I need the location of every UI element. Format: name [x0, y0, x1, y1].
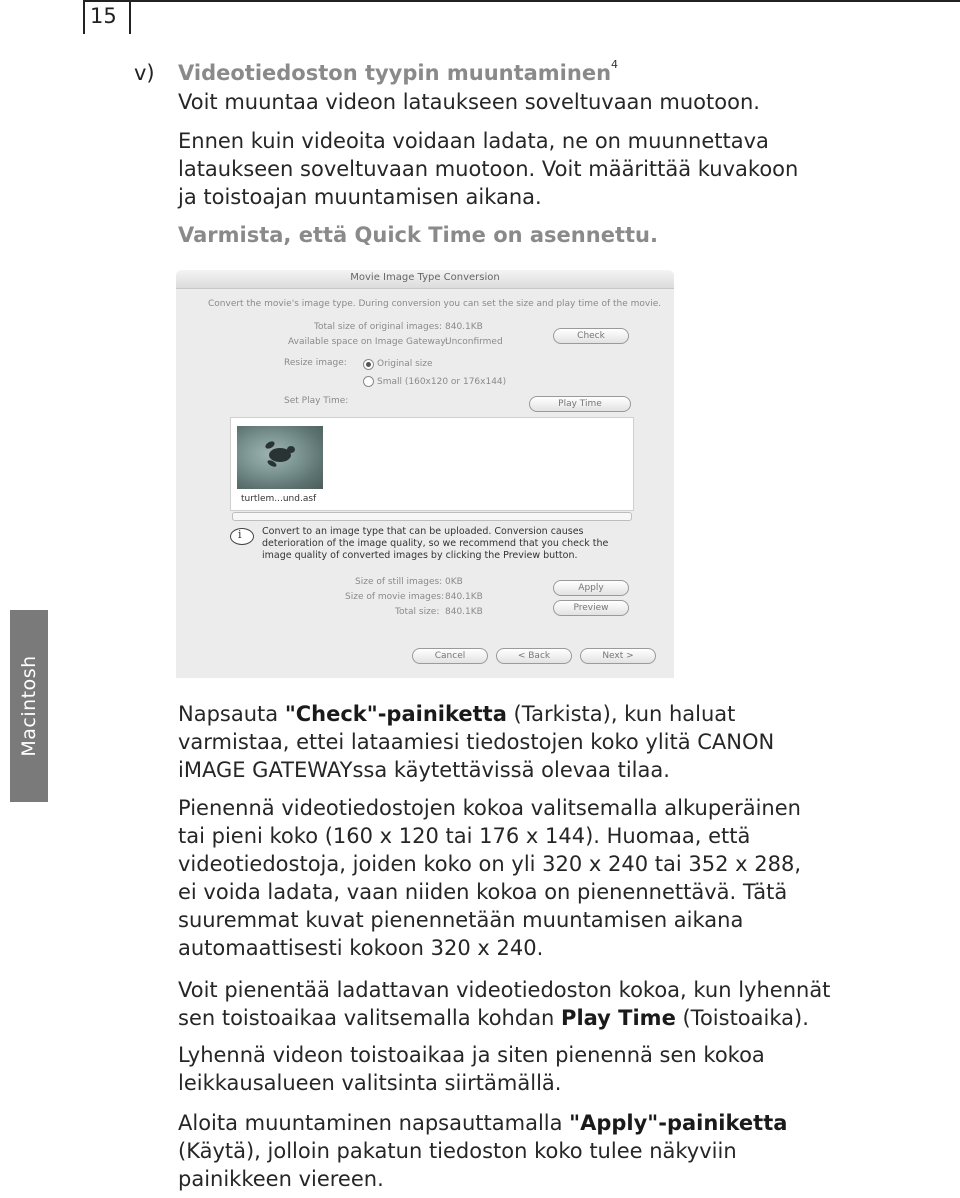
p2-line-6: automaattisesti kokoon 320 x 240.	[178, 936, 544, 960]
p1-bold: "Check"-painiketta	[284, 702, 507, 726]
intro-line-2: lataukseen soveltuvaan muotoon. Voit määrittää kuvakoon	[178, 157, 799, 181]
p3-pre: sen toistoaikaa valitsemalla kohdan	[178, 1006, 562, 1030]
total-size-label: Total size of original images:	[314, 322, 442, 332]
page-number: 15	[90, 4, 117, 28]
info-icon: i	[230, 528, 254, 545]
page-number-frame-top	[83, 0, 131, 2]
intro-note: Varmista, että Quick Time on asennettu.	[178, 223, 658, 247]
p2-line-3: videotiedostoja, joiden koko on yli 320 x 240 tai 352 x 288,	[178, 852, 802, 876]
radio-small-size[interactable]	[363, 376, 374, 387]
movie-size-label: Size of movie images:	[345, 592, 445, 602]
page-number-frame-right	[129, 0, 131, 34]
radio-original-size[interactable]	[363, 359, 374, 370]
p2-line-1: Pienennä videotiedostojen kokoa valitsemalla alkuperäinen	[178, 796, 801, 820]
p3-bold: Play Time	[561, 1006, 676, 1030]
section-side-tab	[10, 610, 48, 802]
heading-title: Videotiedoston tyypin muuntaminen	[178, 61, 612, 85]
section-marker: v)	[134, 61, 155, 85]
turtle-head	[287, 446, 295, 453]
total-size-value-2: 840.1KB	[445, 607, 483, 617]
apply-button[interactable]: Apply	[553, 580, 629, 596]
side-tab-label: Macintosh	[18, 655, 40, 757]
dialog-title: Movie Image Type Conversion	[350, 272, 500, 283]
p5-line-3: painikkeen viereen.	[178, 1167, 384, 1191]
info-line-1: Convert to an image type that can be uploaded. Conversion causes	[262, 526, 584, 537]
p4-line-1: Lyhennä videon toistoaikaa ja siten pienennä sen kokoa	[178, 1043, 765, 1067]
p5-bold: "Apply"-painiketta	[569, 1111, 788, 1135]
next-button[interactable]: Next >	[580, 648, 656, 664]
resize-label: Resize image:	[284, 358, 347, 368]
p1-line-2: varmistaa, ettei lataamiesi tiedostojen koko ylitä CANON	[178, 730, 775, 754]
total-size-value: 840.1KB	[445, 322, 483, 332]
p5-line-2: (Käytä), jolloin pakatun tiedoston koko tulee näkyviin	[178, 1139, 737, 1163]
file-name: turtlem...und.asf	[241, 494, 317, 504]
option-small-label: Small (160x120 or 176x144)	[377, 377, 507, 387]
p4-line-2: leikkausalueen valitsinta siirtämällä.	[178, 1071, 562, 1095]
info-message	[262, 526, 608, 562]
playtime-label: Set Play Time:	[284, 396, 349, 406]
p1-line-1	[178, 700, 735, 728]
still-size-value: 0KB	[445, 577, 463, 587]
available-space-value: Unconfirmed	[445, 337, 503, 347]
preview-button[interactable]: Preview	[553, 600, 629, 616]
list-scrollbar[interactable]	[232, 512, 632, 521]
conversion-dialog	[176, 270, 674, 678]
play-time-button[interactable]: Play Time	[529, 396, 631, 412]
file-list	[230, 417, 634, 511]
section-heading	[178, 58, 619, 85]
dialog-titlebar	[176, 270, 674, 289]
intro-line-3: ja toistoajan muuntamisen aikana.	[178, 185, 542, 209]
cancel-button[interactable]: Cancel	[412, 648, 488, 664]
p2-line-2: tai pieni koko (160 x 120 tai 176 x 144). Huomaa, että	[178, 824, 751, 848]
option-original-label: Original size	[377, 359, 433, 369]
p5-line-1	[178, 1109, 787, 1137]
heading-subtitle: Voit muuntaa videon lataukseen soveltuvaan muotoon.	[178, 90, 760, 114]
p2-line-5: suuremmat kuvat pienennetään muuntamisen aikana	[178, 908, 744, 932]
p1-line-3: iMAGE GATEWAYssa käytettävissä olevaa tilaa.	[178, 758, 670, 782]
p3-line-1: Voit pienentää ladattavan videotiedoston kokoa, kun lyhennät	[178, 978, 831, 1002]
back-button[interactable]: < Back	[496, 648, 572, 664]
p3-post: (Toistoaika).	[675, 1006, 809, 1030]
page-number-frame-left	[83, 0, 85, 34]
p5-pre: Aloita muuntaminen napsauttamalla	[178, 1111, 570, 1135]
dialog-description: Convert the movie's image type. During conversion you can set the size and play time of the movie.	[208, 299, 662, 309]
intro-line-1: Ennen kuin videoita voidaan ladata, ne on muunnettava	[178, 129, 769, 153]
available-space-label: Available space on Image Gateway:	[288, 337, 449, 347]
p3-line-2	[178, 1004, 809, 1032]
total-size-label-2: Total size:	[395, 607, 440, 617]
header-rule	[131, 0, 960, 2]
heading-footnote: 4	[611, 58, 619, 71]
check-button[interactable]: Check	[553, 328, 629, 344]
p2-line-4: ei voida ladata, vaan niiden kokoa on pienennettävä. Tätä	[178, 880, 788, 904]
p1-pre: Napsauta	[178, 702, 285, 726]
p1-post: (Tarkista), kun haluat	[506, 702, 736, 726]
movie-size-value: 840.1KB	[445, 592, 483, 602]
info-line-2: deterioration of the image quality, so we recommend that you check the	[262, 538, 609, 549]
still-size-label: Size of still images:	[355, 577, 443, 587]
info-line-3: image quality of converted images by clicking the Preview button.	[262, 550, 578, 561]
movie-thumbnail[interactable]	[237, 426, 323, 489]
